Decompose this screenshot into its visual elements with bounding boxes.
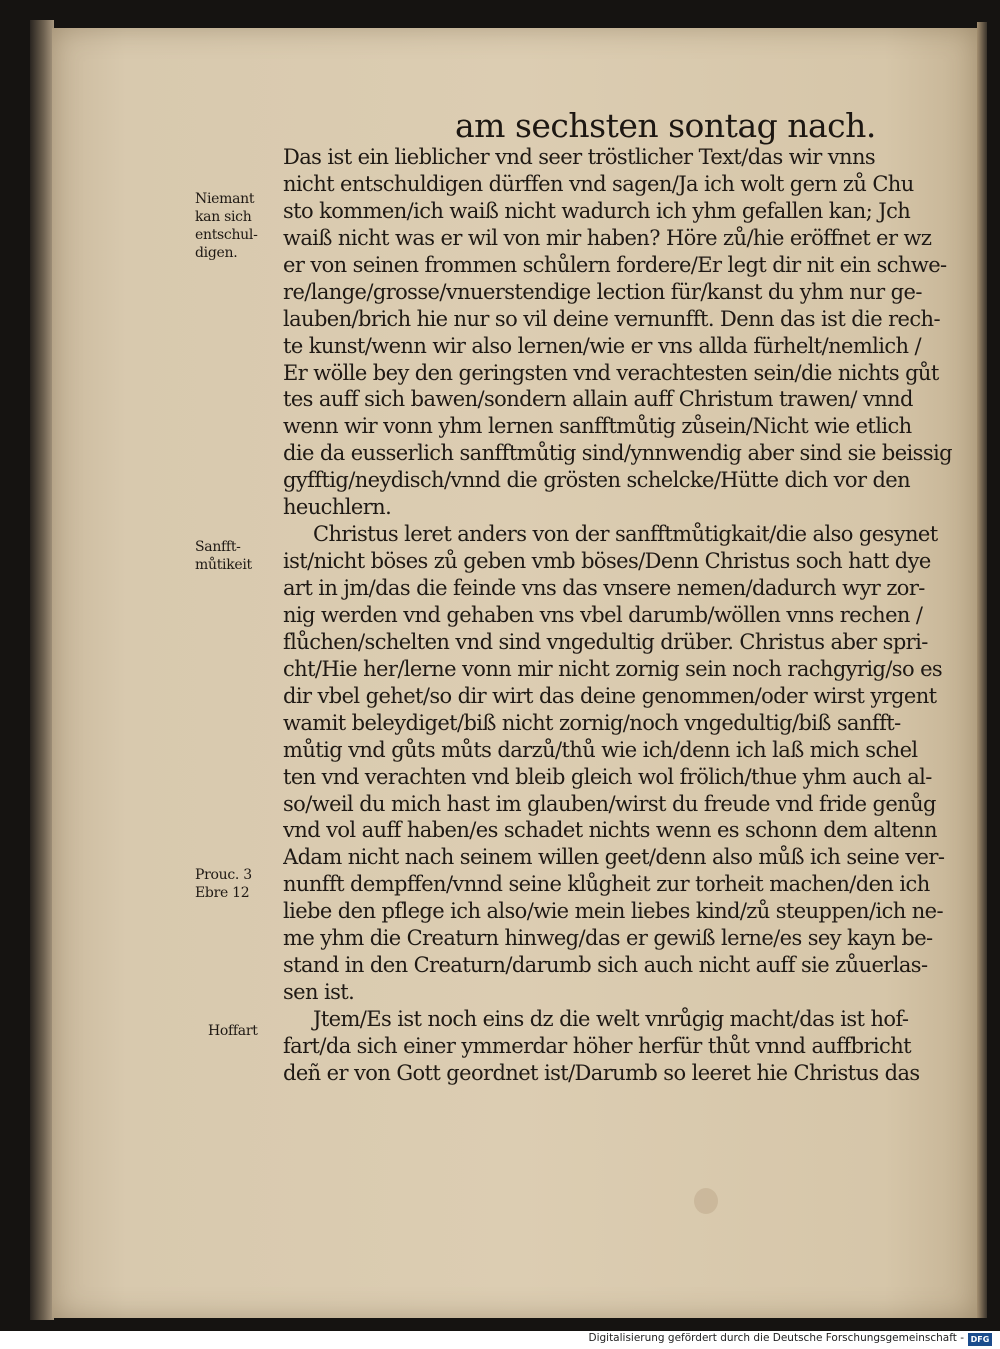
page-edge <box>977 22 987 1318</box>
marginal-note-niemant <box>195 190 258 262</box>
text-line: er von seinen frommen schůlern fordere/Er legt dir nit ein schwe- <box>283 252 947 277</box>
text-line: Jtem/Es ist noch eins dz die welt vnrůgig macht/das ist hof- <box>313 1007 909 1031</box>
text-line: nunfft dempffen/vnnd seine klůgheit zur torheit machen/den ich <box>283 872 930 897</box>
text-line: liebe den pflege ich also/wie mein liebes kind/zů steuppen/ich ne- <box>283 899 943 924</box>
text-line: dir vbel gehet/so dir wirt das deine genommen/oder wirst yrgent <box>283 683 937 708</box>
text-line: Adam nicht nach seinem willen geet/denn also můß ich seine ver- <box>283 845 945 870</box>
text-line: te kunst/wenn wir also lernen/wie er vns allda fürhelt/nemlich / <box>283 333 922 358</box>
text-line: die da eusserlich sanfftmůtig sind/ynnwendig aber sind sie beissig <box>283 441 952 466</box>
text-line: art in jm/das die feinde vns das vnsere nemen/dadurch wyr zor- <box>283 576 925 600</box>
dfg-logo[interactable]: DFG <box>968 1333 992 1346</box>
marginal-note-line: Hoffart <box>208 1023 258 1039</box>
text-line: ist/nicht böses zů geben vmb böses/Denn Christus soch hatt dye <box>283 549 931 574</box>
text-line: sto kommen/ich waiß nicht wadurch ich yhm gefallen kan; Jch <box>283 198 911 223</box>
marginal-note-line: Niemant <box>195 191 255 207</box>
text-line: lauben/brich hie nur so vil deine vernunfft. Denn das ist die rech- <box>283 306 940 331</box>
book-gutter <box>30 20 54 1320</box>
text-line: me yhm die Creaturn hinweg/das er gewiß lerne/es sey kayn be- <box>283 926 933 951</box>
text-line: fart/da sich einer ymmerdar höher herfür thůt vnnd auffbricht <box>283 1033 911 1058</box>
marginal-note-line: Sanfft- <box>195 539 241 555</box>
text-line: wamit beleydiget/biß nicht zornig/noch vngedultig/biß sanfft- <box>283 710 901 735</box>
marginal-note-line: kan sich <box>195 209 252 225</box>
text-line: flůchen/schelten vnd sind vngedultig drüber. Christus aber spri- <box>283 629 928 654</box>
text-line: gyfftig/neydisch/vnnd die grösten schelcke/Hütte dich vor den <box>283 468 911 493</box>
text-line: Er wölle bey den geringsten vnd verachtesten sein/die nichts gůt <box>283 360 939 385</box>
text-line: re/lange/grosse/vnuerstendige lection für/kanst du yhm nur ge- <box>283 279 922 304</box>
text-line: ten vnd verachten vnd bleib gleich wol frölich/thue yhm auch al- <box>283 764 932 789</box>
running-head: am sechsten sontag nach. <box>455 106 876 145</box>
marginal-note-hoffart <box>208 1022 258 1040</box>
text-line: wenn wir vonn yhm lernen sanfftmůtig zůsein/Nicht wie etlich <box>283 414 912 439</box>
text-line: Christus leret anders von der sanfftmůtigkait/die also gesynet <box>313 522 938 547</box>
text-line: sen ist. <box>283 980 355 1005</box>
text-line: tes auff sich bawen/sondern allain auff Christum trawen/ vnnd <box>283 387 913 412</box>
text-line: nicht entschuldigen dürffen vnd sagen/Ja ich wolt gern zů Chu <box>283 171 914 196</box>
text-line: deñ er von Gott geordnet ist/Darumb so leeret hie Christus das <box>283 1060 920 1085</box>
text-line: Das ist ein lieblicher vnd seer tröstlicher Text/das wir vnns <box>283 145 876 169</box>
marginal-note-sanfftmutikeit <box>195 538 252 574</box>
text-line: cht/Hie her/lerne vonn mir nicht zornig sein noch rachgyrig/so es <box>283 656 943 681</box>
marginal-note-references <box>195 866 252 902</box>
paper-stain <box>694 1188 718 1214</box>
text-line: heuchlern. <box>283 495 392 520</box>
marginal-note-line: digen. <box>195 245 238 261</box>
text-line: so/weil du mich hast im glauben/wirst du freude vnd fride genůg <box>283 791 936 816</box>
text-line: nig werden vnd gehaben vns vbel darumb/wöllen vnns rechen / <box>283 602 923 627</box>
marginal-note-line: entschul- <box>195 227 258 243</box>
marginal-note-line: Ebre 12 <box>195 885 250 901</box>
footer-credit: Digitalisierung gefördert durch die Deutsche Forschungsgemeinschaft - <box>588 1332 964 1344</box>
text-line: můtig vnd gůts můts darzů/thů wie ich/denn ich laß mich schel <box>283 737 918 762</box>
text-line: vnd vol auff haben/es schadet nichts wenn es schonn dem altenn <box>283 818 937 843</box>
body-text <box>283 144 953 1087</box>
text-line: stand in den Creaturn/darumb sich auch nicht auff sie zůuerlas- <box>283 953 928 978</box>
marginal-note-line: můtikeit <box>195 557 252 573</box>
text-line: waiß nicht was er wil von mir haben? Höre zů/hie eröffnet er wz <box>283 225 932 250</box>
footer-bar <box>0 1331 1000 1349</box>
marginal-note-line: Prouc. 3 <box>195 867 252 883</box>
